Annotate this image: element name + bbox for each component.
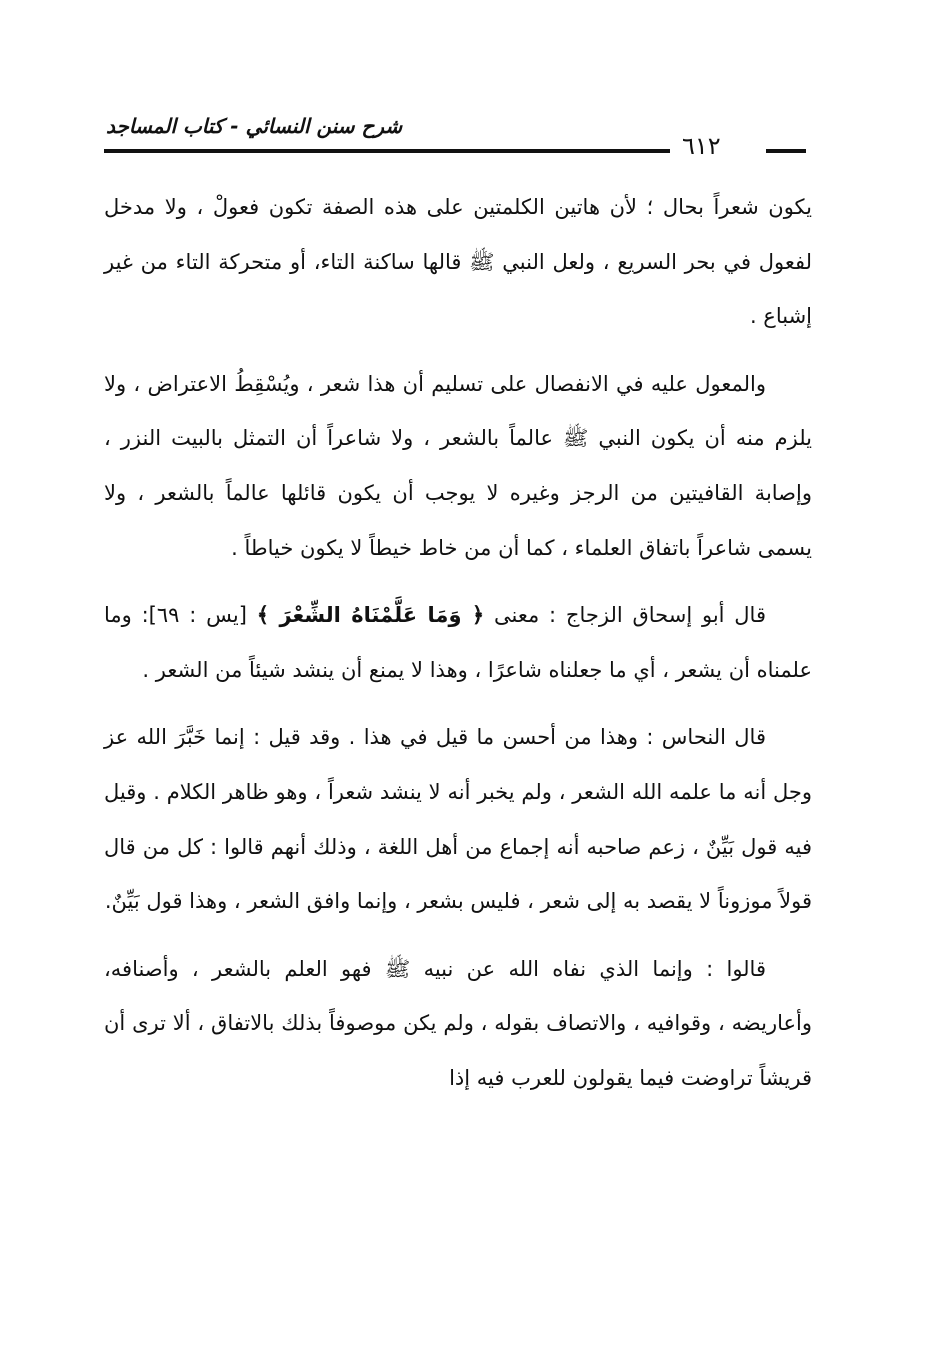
page-number-dash	[766, 149, 806, 153]
paragraph-2: والمعول عليه في الانفصال على تسليم أن هذا شعر ، ويُسْقِطُ الاعتراض ، ولا يلزم منه أن يكون النبي ﷺ عالماً بالشعر ، ولا شاعراً أن التمثل بالبيت النزر ، وإصابة القافيتين من الرجز وغيره لا يوجب أن يكون قائلها عالماً بالشعر ، ولا يسمى شاعراً باتفاق العلماء ، كما أن من خاط خيطاً لا يكون خياطاً .	[104, 371, 812, 560]
paragraph-3-intro: قال أبو إسحاق الزجاج : معنى	[484, 603, 766, 628]
header-rule	[104, 149, 670, 153]
page-header	[104, 112, 810, 160]
paragraph-4: قال النحاس : وهذا من أحسن ما قيل في هذا . وقد قيل : إنما خَبَّرَ الله عز وجل أنه ما علمه الله الشعر ، ولم يخبر أنه لا ينشد شعراً ، وهو ظاهر الكلام . وقيل فيه قول بَيِّنٌ ، زعم صاحبه أنه إجماع من أهل اللغة ، وذلك أنهم قالوا : كل من قال قولاً موزوناً لا يقصد به إلى شعر ، فليس بشعر ، وإنما وافق الشعر ، وهذا قول بَيِّنٌ.	[104, 725, 812, 914]
paragraph-3	[104, 588, 812, 697]
quran-quote: ﴿ وَمَا عَلَّمْنَاهُ الشِّعْرَ ﴾	[256, 603, 485, 628]
paragraph-5: قالوا : وإنما الذي نفاه الله عن نبيه ﷺ فهو العلم بالشعر ، وأصنافه، وأعاريضه ، وقوافيه ، والاتصاف بقوله ، ولم يكن موصوفاً بذلك بالاتفاق ، ألا ترى أن قريشاً تراوضت فيما يقولون للعرب فيه إذا	[104, 956, 812, 1090]
main-text	[104, 180, 812, 1119]
paragraph-3-rest: [يس : ٦٩]: وما علمناه أن يشعر ، أي ما جعلناه شاعرًا ، وهذا لا يمنع أن ينشد شيئاً من الشعر .	[104, 603, 812, 682]
running-title: شرح سنن النسائي - كتاب المساجد	[106, 114, 403, 138]
paragraph-1: يكون شعراً بحال ؛ لأن هاتين الكلمتين على هذه الصفة تكون فعولْ ، ولا مدخل لفعول في بحر السريع ، ولعل النبي ﷺ قالها ساكنة التاء، أو متحركة التاء من غير إشباع .	[104, 195, 812, 329]
page-number: ٦١٢	[682, 132, 721, 160]
